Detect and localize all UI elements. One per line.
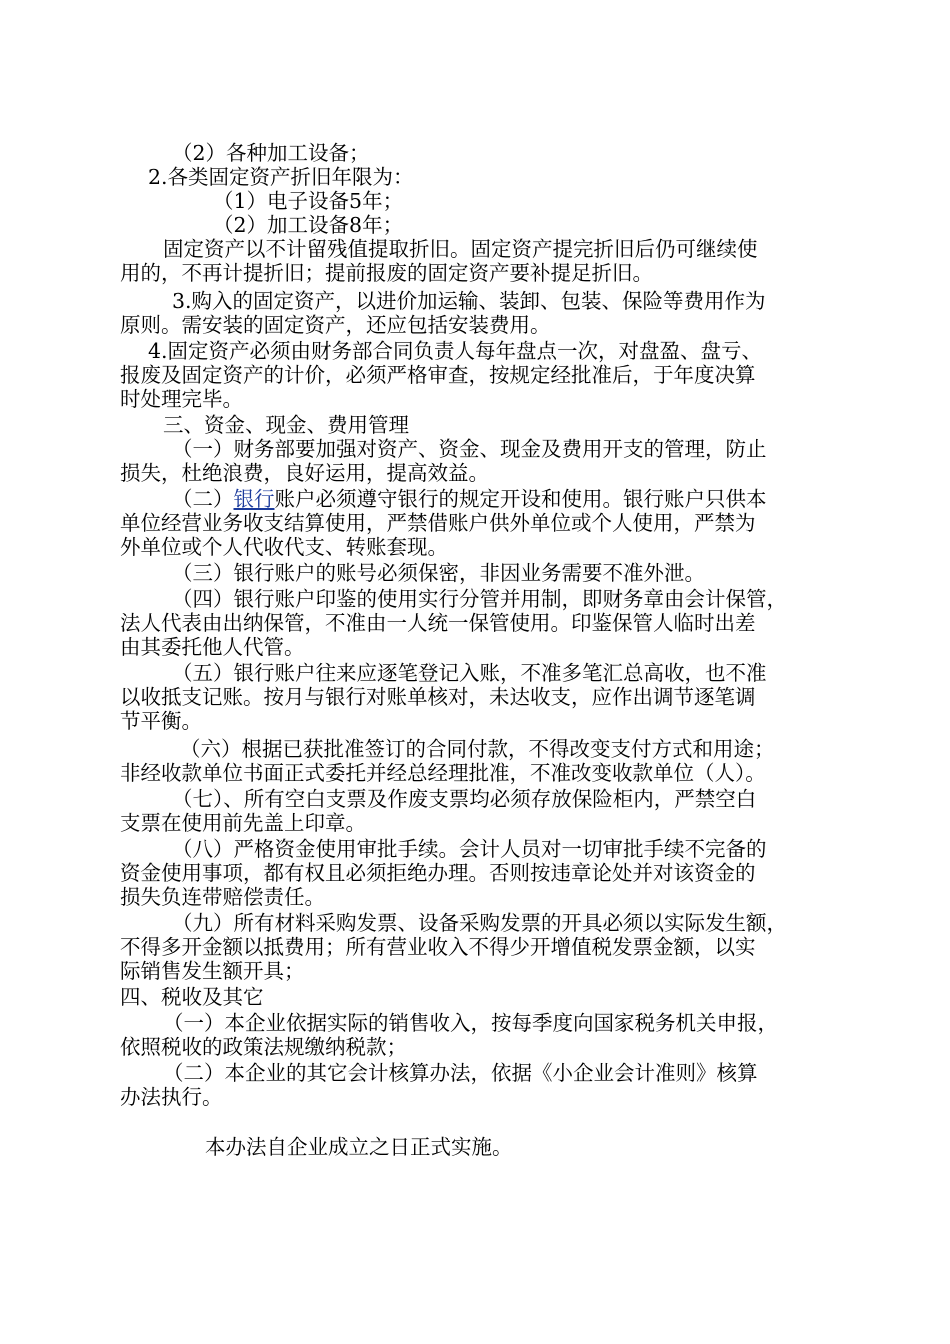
text-line: （一）财务部要加强对资产、资金、现金及费用开支的管理，防止 xyxy=(172,437,767,461)
text-line: 4.固定资产必须由财务部合同负责人每年盘点一次，对盘盈、盘亏、 xyxy=(148,339,763,363)
text-line: 办法执行。 xyxy=(120,1085,223,1109)
text-line: （二）本企业的其它会计核算办法，依据《小企业会计准则》核算 xyxy=(163,1061,758,1085)
text-line: 外单位或个人代收代支、转账套现。 xyxy=(120,535,448,559)
text-line: （一）本企业依据实际的销售收入，按每季度向国家税务机关申报， xyxy=(163,1011,778,1035)
text-line: 支票在使用前先盖上印章。 xyxy=(120,811,366,835)
text-line: 3.购入的固定资产，以进价加运输、装卸、包装、保险等费用作为 xyxy=(172,289,766,313)
section-heading: 三、资金、现金、费用管理 xyxy=(163,413,409,437)
text-line: （2）加工设备8年； xyxy=(213,213,404,237)
text-line: （2）各种加工设备； xyxy=(172,141,370,165)
text-line: 非经收款单位书面正式委托并经总经理批准，不准改变收款单位（人）。 xyxy=(120,761,766,785)
text-line: （1）电子设备5年； xyxy=(213,189,404,213)
text-line: 由其委托他人代管。 xyxy=(120,635,305,659)
text-line: （五）银行账户往来应逐笔登记入账，不准多笔汇总高收，也不准 xyxy=(172,661,767,685)
text-line: （三）银行账户的账号必须保密，非因业务需要不准外泄。 xyxy=(172,561,705,585)
text-line: 原则。需安装的固定资产，还应包括安装费用。 xyxy=(120,313,551,337)
text-line: 固定资产以不计留残值提取折旧。固定资产提完折旧后仍可继续使 xyxy=(163,237,758,261)
text-line: 以收抵支记账。按月与银行对账单核对，未达收支，应作出调节逐笔调 xyxy=(120,685,756,709)
text-line: 单位经营业务收支结算使用，严禁借账户供外单位或个人使用，严禁为 xyxy=(120,511,756,535)
text-line: 不得多开金额以抵费用；所有营业收入不得少开增值税发票金额，以实 xyxy=(120,935,756,959)
text-line: 用的，不再计提折旧；提前报废的固定资产要补提足折旧。 xyxy=(120,261,653,285)
text-line: 依照税收的政策法规缴纳税款； xyxy=(120,1035,407,1059)
text-line: （九）所有材料采购发票、设备采购发票的开具必须以实际发生额， xyxy=(172,911,787,935)
text-line: 损失负连带赔偿责任。 xyxy=(120,885,325,909)
text-segment: 账户必须遵守银行的规定开设和使用。银行账户只供本 xyxy=(274,487,767,511)
bank-link[interactable]: 银行 xyxy=(233,487,275,511)
text-line: 损失，杜绝浪费，良好运用，提高效益。 xyxy=(120,461,489,485)
text-line: 时处理完毕。 xyxy=(120,387,243,411)
text-line: （七）、所有空白支票及作废支票均必须存放保险柜内，严禁空白 xyxy=(172,787,757,811)
text-line: 报废及固定资产的计价，必须严格审查，按规定经批准后，于年度决算 xyxy=(120,363,756,387)
text-line: 资金使用事项，都有权且必须拒绝办理。否则按违章论处并对该资金的 xyxy=(120,861,756,885)
text-line: 法人代表由出纳保管，不准由一人统一保管使用。印鉴保管人临时出差 xyxy=(120,611,756,635)
text-line xyxy=(172,486,767,512)
section-heading: 四、税收及其它 xyxy=(120,985,264,1009)
text-line: 节平衡。 xyxy=(120,709,202,733)
text-line: 2.各类固定资产折旧年限为： xyxy=(148,165,414,189)
text-segment: （二） xyxy=(172,487,234,511)
text-line: （四）银行账户印鉴的使用实行分管并用制，即财务章由会计保管， xyxy=(172,587,787,611)
text-line: （八）严格资金使用审批手续。会计人员对一切审批手续不完备的 xyxy=(172,837,767,861)
text-line: 际销售发生额开具； xyxy=(120,959,305,983)
closing-line: 本办法自企业成立之日正式实施。 xyxy=(205,1135,513,1159)
text-line: （六）根据已获批准签订的合同付款，不得改变支付方式和用途； xyxy=(180,737,775,761)
